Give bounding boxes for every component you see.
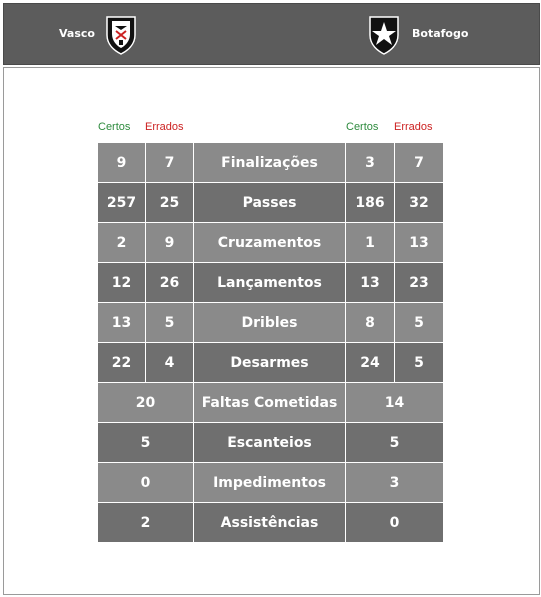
table-row (98, 383, 444, 423)
away-correct-legend: Certos (346, 121, 379, 133)
home-wrong-value: 26 (146, 263, 194, 303)
away-wrong-value: 5 (395, 343, 444, 383)
away-correct-value: 1 (346, 223, 395, 263)
table-row (98, 303, 444, 343)
match-stats-table (97, 142, 444, 543)
home-correct-value: 12 (98, 263, 146, 303)
stat-label: Faltas Cometidas (194, 383, 346, 423)
away-wrong-value: 5 (395, 303, 444, 343)
vasco-crest-icon (103, 13, 139, 55)
stat-label: Dribles (194, 303, 346, 343)
home-value: 5 (98, 423, 194, 463)
stat-label: Escanteios (194, 423, 346, 463)
away-wrong-legend: Errados (394, 121, 433, 133)
away-value: 5 (346, 423, 444, 463)
table-row (98, 423, 444, 463)
botafogo-star-crest-icon (366, 13, 402, 55)
home-correct-value: 22 (98, 343, 146, 383)
away-value: 14 (346, 383, 444, 423)
stat-label: Impedimentos (194, 463, 346, 503)
table-row (98, 503, 444, 543)
stat-label: Cruzamentos (194, 223, 346, 263)
home-value: 20 (98, 383, 194, 423)
away-correct-value: 13 (346, 263, 395, 303)
home-wrong-value: 25 (146, 183, 194, 223)
stat-label: Assistências (194, 503, 346, 543)
table-row (98, 263, 444, 303)
away-correct-value: 3 (346, 143, 395, 183)
table-row (98, 183, 444, 223)
home-correct-value: 13 (98, 303, 146, 343)
away-wrong-value: 7 (395, 143, 444, 183)
home-correct-value: 2 (98, 223, 146, 263)
home-wrong-legend: Errados (145, 121, 184, 133)
home-value: 0 (98, 463, 194, 503)
table-row (98, 143, 444, 183)
table-row (98, 343, 444, 383)
home-value: 2 (98, 503, 194, 543)
home-correct-value: 9 (98, 143, 146, 183)
home-team-name: Vasco (59, 27, 95, 40)
stat-label: Passes (194, 183, 346, 223)
home-wrong-value: 5 (146, 303, 194, 343)
stat-label: Desarmes (194, 343, 346, 383)
away-correct-value: 8 (346, 303, 395, 343)
home-wrong-value: 4 (146, 343, 194, 383)
match-header (3, 3, 540, 65)
table-row (98, 463, 444, 503)
away-correct-value: 186 (346, 183, 395, 223)
stat-label: Finalizações (194, 143, 346, 183)
home-wrong-value: 9 (146, 223, 194, 263)
home-wrong-value: 7 (146, 143, 194, 183)
away-value: 3 (346, 463, 444, 503)
away-value: 0 (346, 503, 444, 543)
table-row (98, 223, 444, 263)
away-team-name: Botafogo (412, 27, 469, 40)
home-correct-legend: Certos (98, 121, 131, 133)
away-wrong-value: 13 (395, 223, 444, 263)
away-wrong-value: 32 (395, 183, 444, 223)
home-correct-value: 257 (98, 183, 146, 223)
away-wrong-value: 23 (395, 263, 444, 303)
away-correct-value: 24 (346, 343, 395, 383)
stat-label: Lançamentos (194, 263, 346, 303)
